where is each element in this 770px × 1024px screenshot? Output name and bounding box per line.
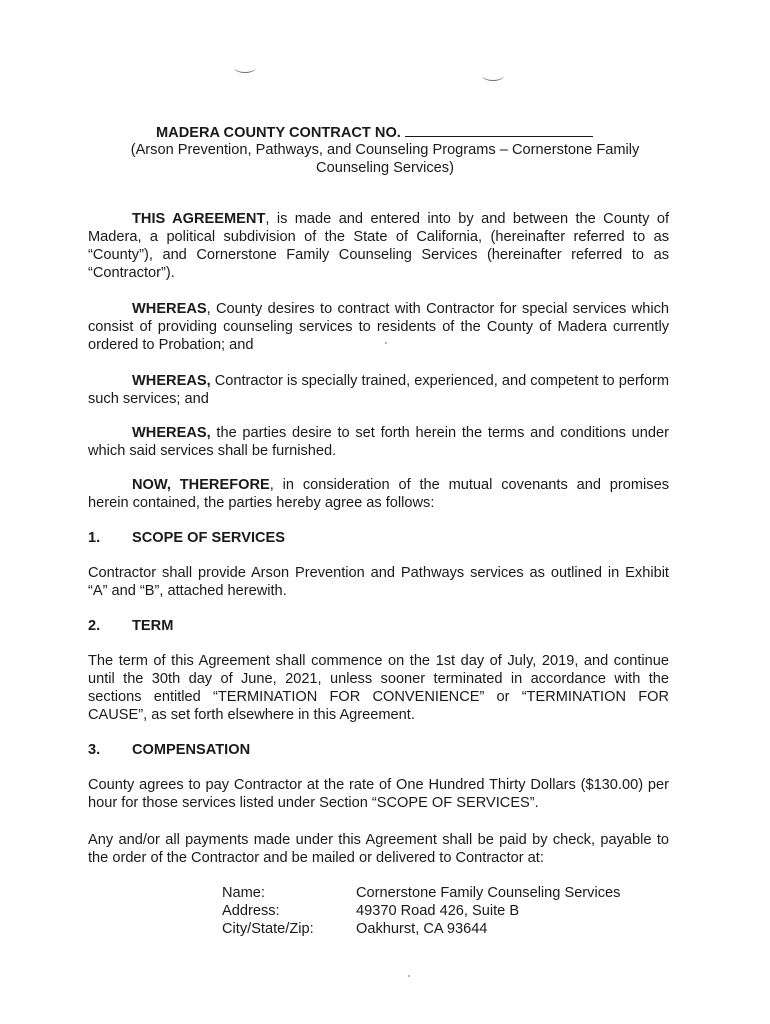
recital-paragraph [88, 372, 669, 408]
recital-text: the parties desire to set forth herein the terms and conditions under which said services shall be furnished. [88, 425, 669, 459]
section-title: SCOPE OF SERVICES [132, 530, 286, 546]
address-label: Address: [222, 903, 280, 919]
section-heading [88, 617, 173, 635]
recital-paragraph [88, 424, 669, 460]
recital-text: , County desires to contract with Contractor for special services which consist of providing counseling services to residents of the County of Madera currently ordered to Probation; and [88, 301, 669, 353]
section-heading [88, 741, 250, 759]
address-row [222, 920, 620, 938]
recital-paragraph [88, 300, 669, 354]
recital-paragraph [88, 476, 669, 512]
scan-speck [408, 975, 410, 977]
contract-number-blank [405, 123, 593, 137]
section-number: 1. [88, 530, 101, 546]
recital-lead: WHEREAS [132, 301, 207, 317]
address-value: Oakhurst, CA 93644 [356, 921, 488, 937]
address-value: 49370 Road 426, Suite B [356, 903, 520, 919]
hole-punch-mark-left [234, 62, 256, 73]
section-body: Contractor shall provide Arson Prevention and Pathways services as outlined in Exhibit “A” and “B”, attached herewith. [88, 565, 669, 599]
section-number: 2. [88, 618, 101, 634]
recital-text: Contractor is specially trained, experienced, and competent to perform such services; and [88, 373, 669, 407]
section-number: 3. [88, 742, 101, 758]
address-value: Cornerstone Family Counseling Services [356, 885, 621, 901]
address-label: City/State/Zip: [222, 921, 314, 937]
address-row [222, 902, 620, 920]
hole-punch-mark-right [482, 70, 504, 81]
contract-title [156, 123, 593, 142]
section-title: COMPENSATION [132, 742, 251, 758]
section-heading [88, 529, 285, 547]
recital-lead: WHEREAS, [132, 425, 211, 441]
section-body: The term of this Agreement shall commence on the 1st day of July, 2019, and continue until the 30th day of June, 2021, unless sooner terminated in accordance with the sections entitled “TERMINATION FOR CONVENIENCE” or “TERMINATION FOR CAUSE”, as set forth elsewhere in this Agreement. [88, 653, 669, 723]
recital-lead: NOW, THEREFORE [132, 477, 270, 493]
intro-paragraph [88, 210, 669, 282]
contract-title-text: MADERA COUNTY CONTRACT NO. [156, 125, 401, 141]
recital-lead: WHEREAS, [132, 373, 211, 389]
intro-text: , is made and entered into by and between the County of Madera, a political subdivision of the State of California, (hereinafter referred to as “County”), and Cornerstone Family Counseling Services (hereinafter referred to as “Contractor”). [88, 211, 669, 281]
subtitle-line-2: Counseling Services) [316, 160, 454, 176]
subtitle-line-1: (Arson Prevention, Pathways, and Counseling Programs – Cornerstone Family [130, 142, 640, 158]
intro-lead: THIS AGREEMENT [132, 211, 266, 227]
section-body-payment: Any and/or all payments made under this Agreement shall be paid by check, payable to the order of the Contractor and be mailed or delivered to Contractor at: [88, 832, 669, 866]
address-row [222, 884, 620, 902]
contract-subtitle [90, 141, 680, 177]
section-body: County agrees to pay Contractor at the rate of One Hundred Thirty Dollars ($130.00) per hour for those services listed under Section “SCOPE OF SERVICES”. [88, 777, 669, 811]
address-label: Name: [222, 885, 265, 901]
section-title: TERM [132, 618, 174, 634]
payment-address-block [222, 884, 620, 938]
recital-text: , in consideration of the mutual covenants and promises herein contained, the parties hereby agree as follows: [88, 477, 669, 511]
